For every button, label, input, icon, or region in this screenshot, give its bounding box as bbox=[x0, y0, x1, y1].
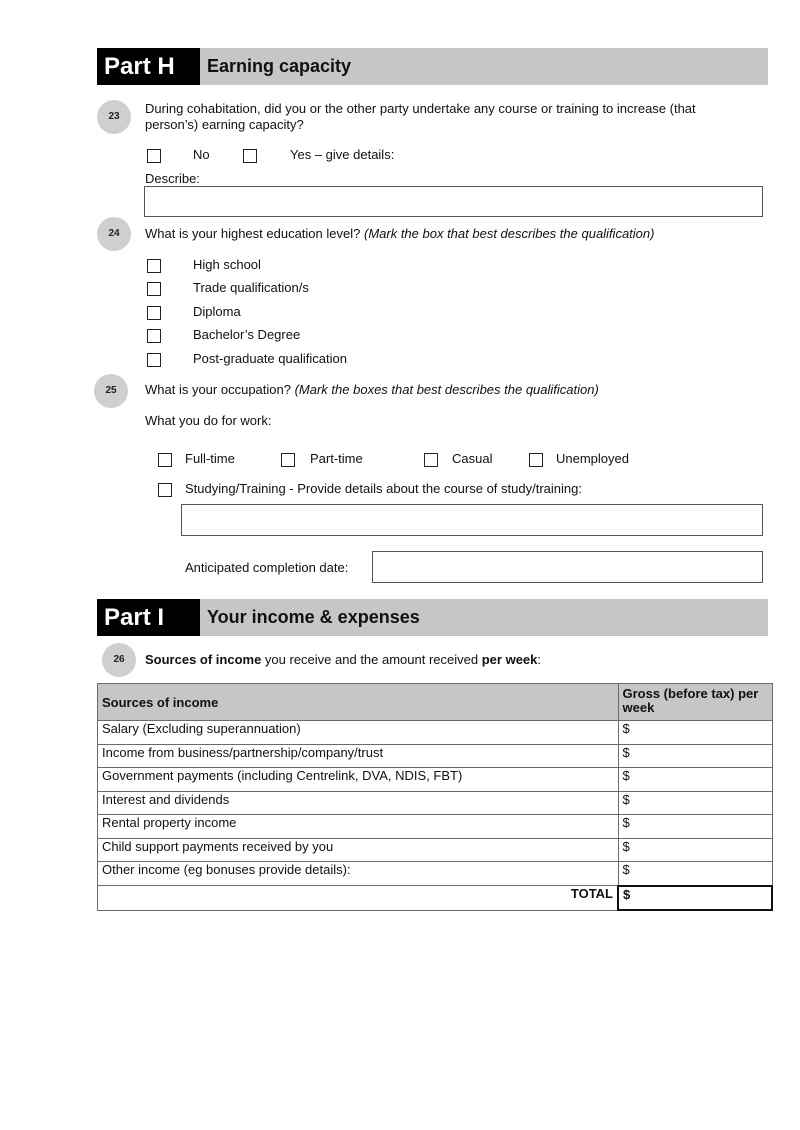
checkbox-trade-qualification[interactable] bbox=[147, 282, 161, 296]
checkbox-casual[interactable] bbox=[424, 453, 438, 467]
amount-interest[interactable]: $ bbox=[618, 791, 772, 815]
income-table bbox=[97, 683, 773, 911]
question-number-23: 23 bbox=[97, 100, 131, 134]
question-24-text bbox=[145, 226, 654, 242]
checkbox-high-school[interactable] bbox=[147, 259, 161, 273]
describe-field[interactable] bbox=[144, 186, 763, 217]
studying-label: Studying/Training - Provide details about the course of study/training: bbox=[185, 481, 582, 496]
studying-details-field[interactable] bbox=[181, 504, 763, 536]
checkbox-no[interactable] bbox=[147, 149, 161, 163]
amount-other[interactable]: $ bbox=[618, 862, 772, 886]
checkbox-unemployed[interactable] bbox=[529, 453, 543, 467]
checkbox-diploma[interactable] bbox=[147, 306, 161, 320]
table-row bbox=[98, 815, 773, 839]
checkbox-studying[interactable] bbox=[158, 483, 172, 497]
option-yes-label: Yes – give details: bbox=[290, 147, 395, 162]
table-row bbox=[98, 768, 773, 792]
option-full-time: Full-time bbox=[185, 451, 235, 466]
part-i-title: Your income & expenses bbox=[207, 607, 420, 627]
checkbox-full-time[interactable] bbox=[158, 453, 172, 467]
part-h-header bbox=[97, 48, 768, 85]
question-23-text: During cohabitation, did you or the other party undertake any course or training to increase (that person’s) earning capacity? bbox=[145, 101, 696, 132]
income-source-other: Other income (eg bonuses provide details): bbox=[98, 862, 619, 886]
question-25-text bbox=[145, 382, 599, 398]
question-number-26: 26 bbox=[102, 643, 136, 677]
amount-business[interactable]: $ bbox=[618, 744, 772, 768]
question-26-mid: you receive and the amount received bbox=[261, 652, 482, 667]
checkbox-bachelors-degree[interactable] bbox=[147, 329, 161, 343]
question-24-note: (Mark the box that best describes the qualification) bbox=[363, 226, 655, 241]
question-26-text bbox=[145, 652, 541, 668]
income-source-interest: Interest and dividends bbox=[98, 791, 619, 815]
checkbox-part-time[interactable] bbox=[281, 453, 295, 467]
income-source-business: Income from business/partnership/company/trust bbox=[98, 744, 619, 768]
header-gross-amount: Gross (before tax) per week bbox=[618, 684, 772, 721]
completion-date-label: Anticipated completion date: bbox=[185, 560, 349, 575]
option-bachelors-degree: Bachelor’s Degree bbox=[193, 327, 301, 342]
table-row bbox=[98, 744, 773, 768]
option-diploma: Diploma bbox=[193, 304, 241, 319]
income-source-child-support: Child support payments received by you bbox=[98, 838, 619, 862]
question-25-note: (Mark the boxes that best describes the qualification) bbox=[294, 382, 599, 397]
checkbox-post-graduate[interactable] bbox=[147, 353, 161, 367]
option-trade-qualification: Trade qualification/s bbox=[193, 280, 309, 295]
question-number-25: 25 bbox=[94, 374, 128, 408]
question-26-bold-week: per week bbox=[481, 652, 538, 667]
describe-label: Describe: bbox=[145, 171, 200, 186]
question-25-main: What is your occupation? bbox=[145, 382, 291, 397]
total-label: TOTAL bbox=[98, 886, 619, 911]
completion-date-field[interactable] bbox=[372, 551, 763, 583]
amount-government[interactable]: $ bbox=[618, 768, 772, 792]
part-h-label: Part H bbox=[97, 48, 200, 85]
amount-total[interactable]: $ bbox=[618, 886, 772, 911]
question-24-main: What is your highest education level? bbox=[145, 226, 361, 241]
income-source-government: Government payments (including Centrelink, DVA, NDIS, FBT) bbox=[98, 768, 619, 792]
question-number-24: 24 bbox=[97, 217, 131, 251]
table-row bbox=[98, 862, 773, 886]
income-source-rental: Rental property income bbox=[98, 815, 619, 839]
option-part-time: Part-time bbox=[310, 451, 363, 466]
option-unemployed: Unemployed bbox=[556, 451, 629, 466]
table-row bbox=[98, 791, 773, 815]
work-label: What you do for work: bbox=[145, 413, 272, 428]
table-total-row bbox=[98, 886, 773, 911]
amount-child-support[interactable]: $ bbox=[618, 838, 772, 862]
part-h-title: Earning capacity bbox=[207, 56, 352, 76]
income-source-salary: Salary (Excluding superannuation) bbox=[98, 721, 619, 745]
part-i-label: Part I bbox=[97, 599, 200, 636]
option-no-label: No bbox=[193, 147, 210, 162]
option-post-graduate: Post-graduate qualification bbox=[193, 351, 347, 366]
option-high-school: High school bbox=[193, 257, 261, 272]
option-casual: Casual bbox=[452, 451, 493, 466]
amount-rental[interactable]: $ bbox=[618, 815, 772, 839]
table-row bbox=[98, 721, 773, 745]
table-header-row bbox=[98, 684, 773, 721]
header-sources: Sources of income bbox=[98, 684, 619, 721]
amount-salary[interactable]: $ bbox=[618, 721, 772, 745]
part-i-header bbox=[97, 599, 768, 636]
checkbox-yes[interactable] bbox=[243, 149, 257, 163]
table-row bbox=[98, 838, 773, 862]
question-26-bold-sources: Sources of income bbox=[145, 652, 262, 667]
question-26-end: : bbox=[537, 652, 542, 667]
